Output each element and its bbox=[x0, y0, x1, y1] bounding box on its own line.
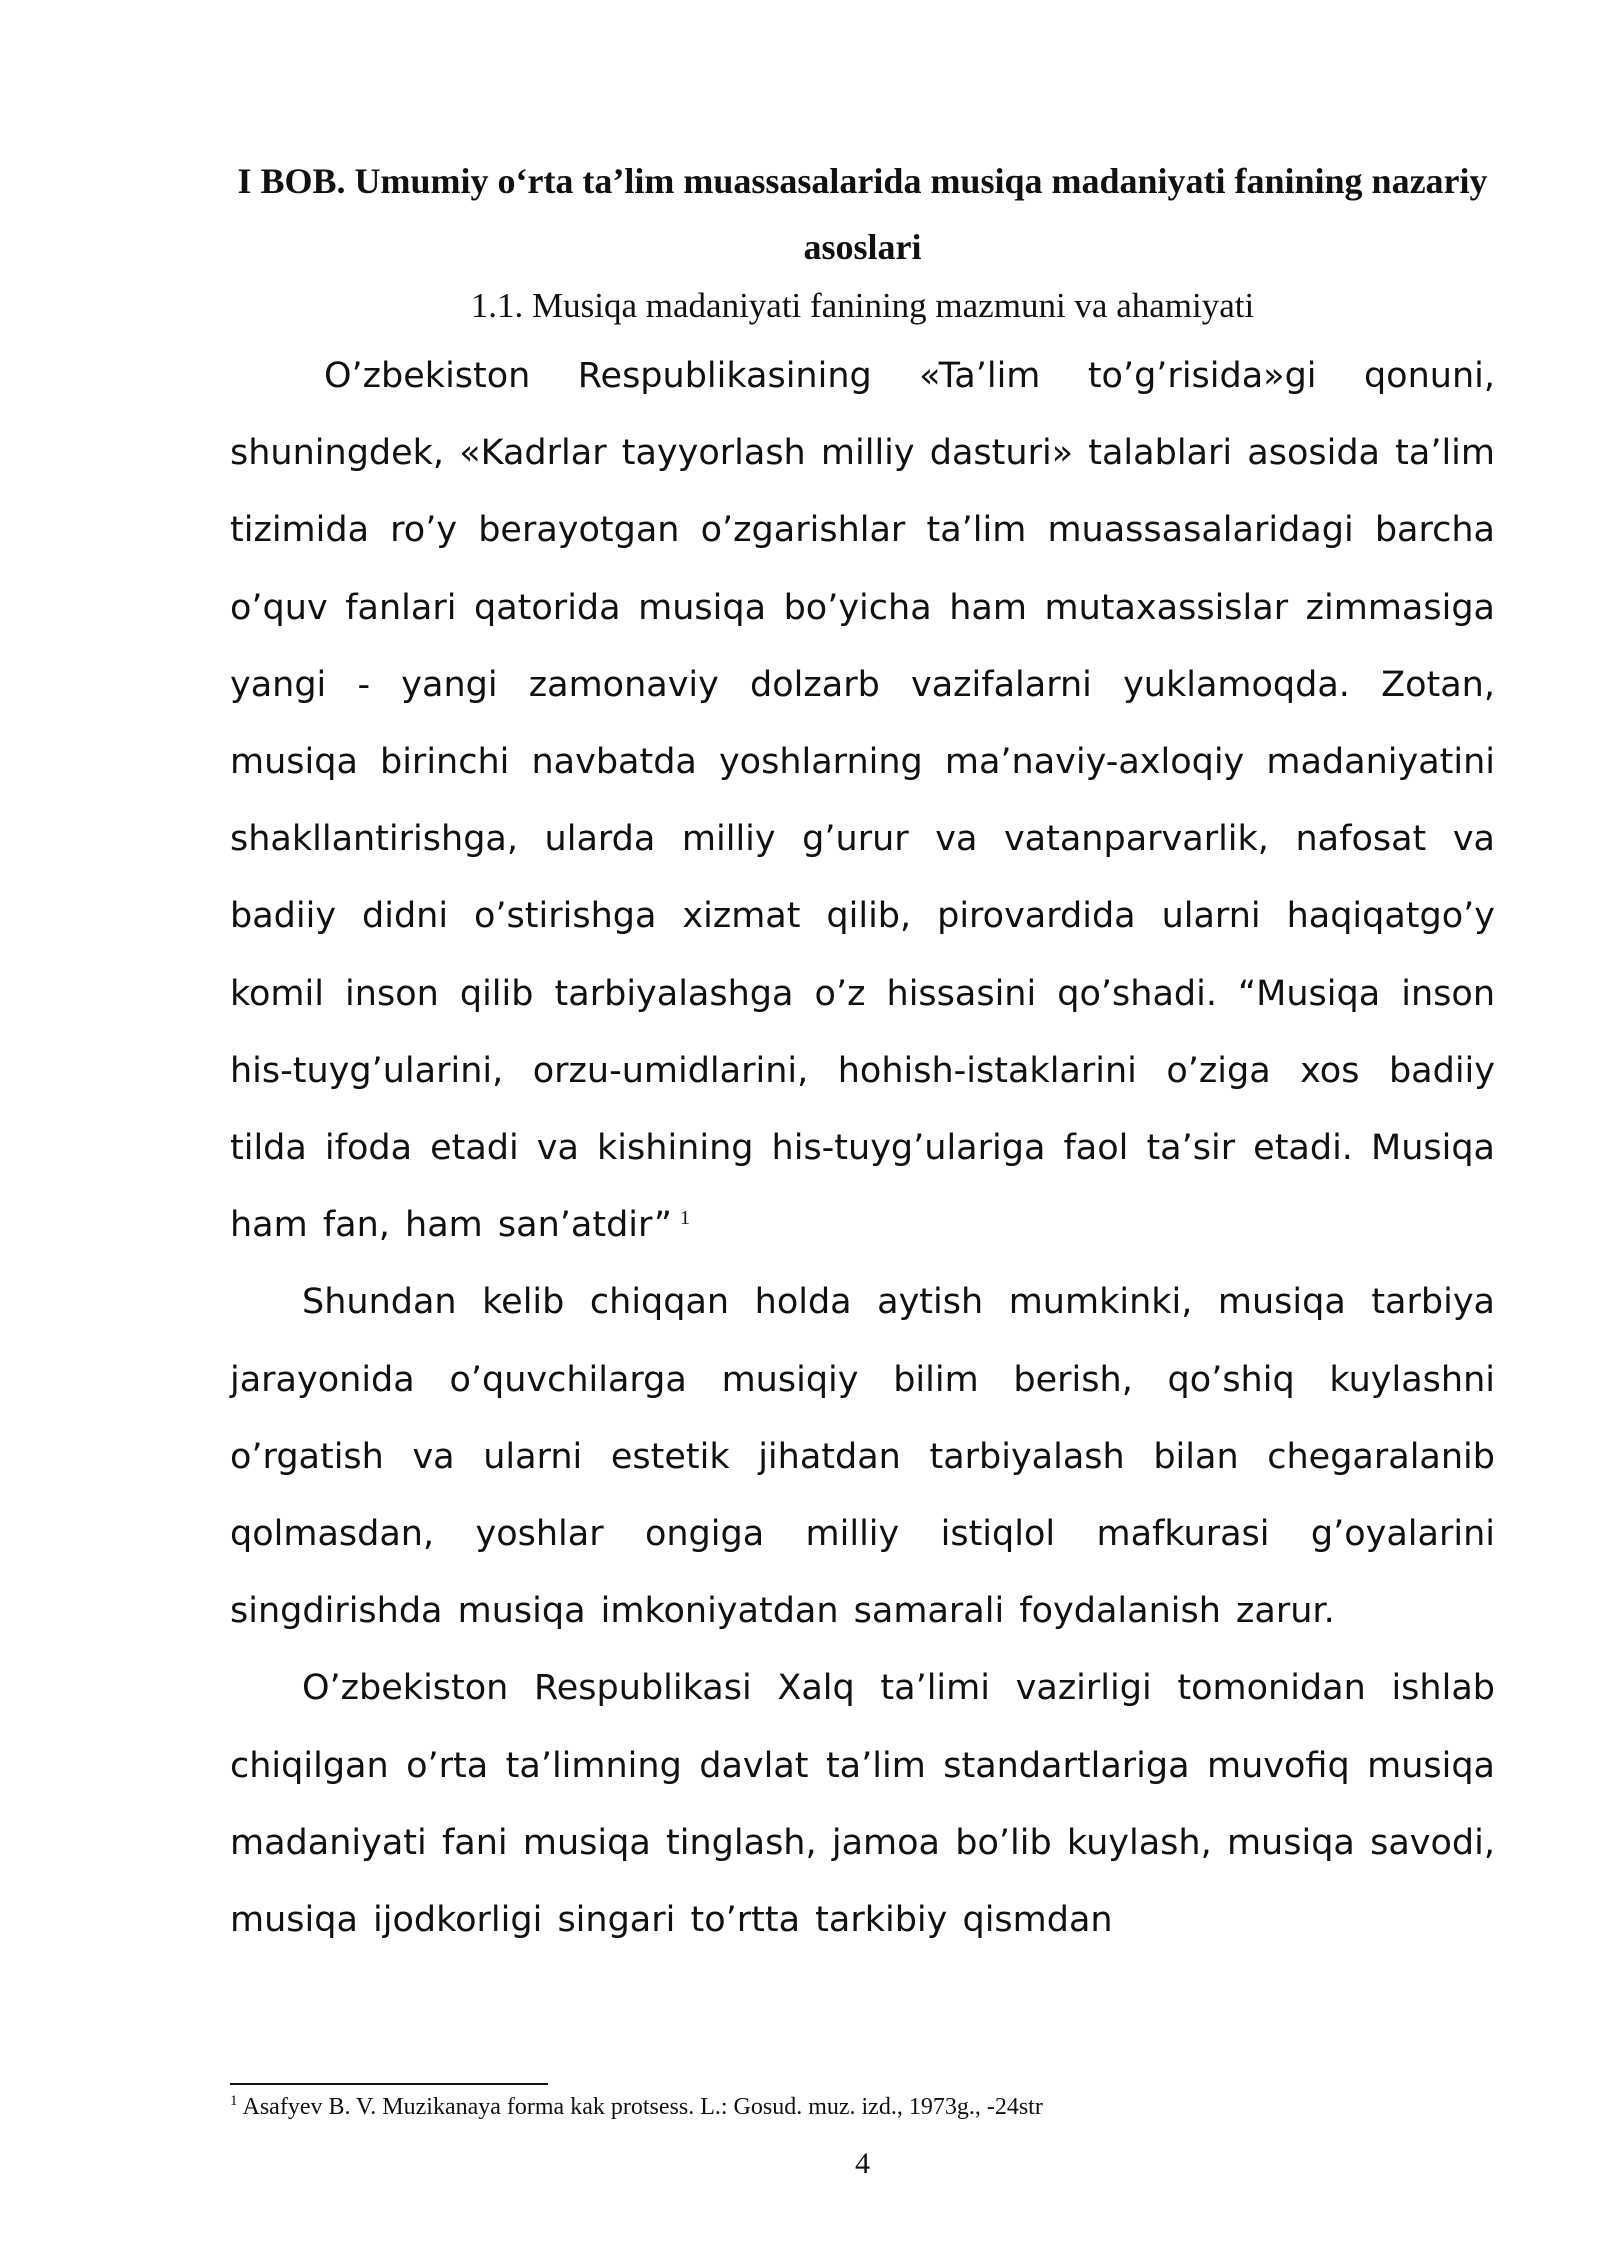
footnote bbox=[230, 2090, 1495, 2124]
paragraph-1-text: O’zbekiston Respublikasining «Ta’lim to’g’risida»gi qonuni, shuningdek, «Kadrlar tayyorlash milliy dasturi» talablari asosida ta’lim tizimida ro’y berayotgan o’zgarishlar ta’lim muassasalaridagi barcha o’quv fanlari qatorida musiqa bo’yicha ham mutaxassislar zimmasiga yangi - yangi zamonaviy dolzarb vazifalarni yuklamoqda. Zotan, musiqa birinchi navbatda yoshlarning ma’naviy-axloqiy madaniyatini shakllantirishga, ularda milliy g’urur va vatanparvarlik, nafosat va badiiy didni o’stirishga xizmat qilib, pirovardida ularni haqiqatgo’y komil inson qilib tarbiyalashga o’z hissasini qo’shadi. “Musiqa inson his-tuyg’ularini, orzu-umidlarini, hohish-istaklarini o’ziga xos badiiy tilda ifoda etadi va kishining his-tuyg’ulariga faol ta’sir etadi. Musiqa ham fan, ham san’atdir” bbox=[230, 356, 1495, 1246]
footnote-reference[interactable]: 1 bbox=[680, 1206, 690, 1229]
footnote-number: 1 bbox=[230, 2093, 238, 2109]
paragraph-1 bbox=[230, 338, 1495, 1264]
page-number: 4 bbox=[855, 2147, 870, 2180]
body-text bbox=[230, 338, 1495, 1959]
chapter-title: I BOB. Umumiy o‘rta ta’lim muassasalarida musiqa madaniyati fanining nazariy asoslari bbox=[237, 161, 1488, 267]
paragraph-3: O’zbekiston Respublikasi Xalq ta’limi vazirligi tomonidan ishlab chiqilgan o’rta ta’limning davlat ta’lim standartlariga muvofiq musiqa madaniyati fani musiqa tinglash, jamoa bo’lib kuylash, musiqa savodi, musiqa ijodkorligi singari to’rtta tarkibiy qismdan bbox=[230, 1668, 1495, 1941]
section-title: 1.1. Musiqa madaniyati fanining mazmuni va ahamiyati bbox=[470, 286, 1255, 325]
footnote-text: Asafyev B. V. Muzikanaya forma kak protsess. L.: Gosud. muz. izd., 1973g., -24str bbox=[242, 2094, 1043, 2120]
paragraph-2: Shundan kelib chiqqan holda aytish mumkinki, musiqa tarbiya jarayonida o’quvchilarga musiqiy bilim berish, qo’shiq kuylashni o’rgatish va ularni estetik jihatdan tarbiyalash bilan chegaralanib qolmasdan, yoshlar ongiga milliy istiqlol mafkurasi g’oyalarini singdirishda musiqa imkoniyatdan samarali foydalanish zarur. bbox=[230, 1282, 1495, 1632]
footnote-separator bbox=[230, 2083, 548, 2085]
